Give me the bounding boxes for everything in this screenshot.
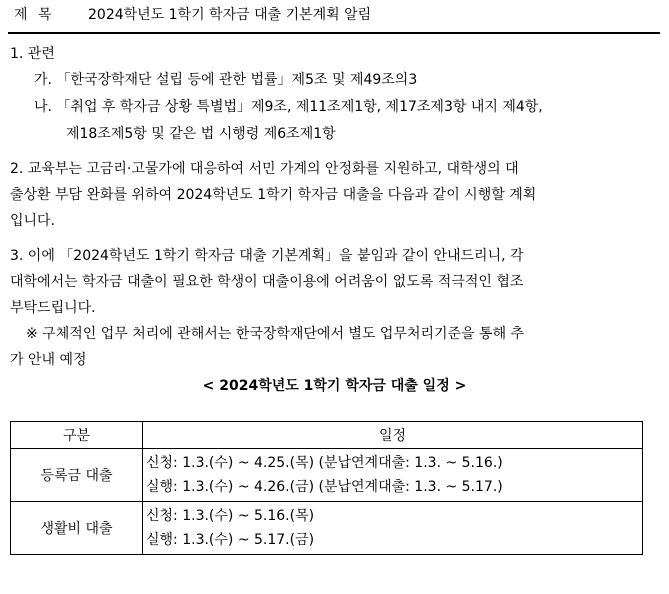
table-row — [11, 502, 643, 555]
document-title-bar — [8, 0, 660, 34]
schedule-header-row — [11, 422, 643, 449]
note-line-2: 가 안내 예정 — [10, 352, 87, 368]
schedule-line: 실행: 1.3.(수) ~ 4.26.(금) (분납연계대출: 1.3. ~ 5.17.) — [146, 479, 503, 495]
title-label: 제 목 — [14, 7, 55, 23]
section-3-line-2: 대학에서는 학자금 대출이 필요한 학생이 대출이용에 어려움이 없도록 적극적인 협조 — [10, 274, 524, 290]
document-title: 2024학년도 1학기 학자금 대출 기본계획 알림 — [88, 7, 372, 23]
section-1-heading: 1. 관련 — [10, 46, 55, 62]
row-schedule — [143, 449, 643, 502]
header-schedule: 일정 — [143, 422, 643, 449]
reference-na-continued: 제18조제5항 및 같은 법 시행령 제6조제1항 — [66, 126, 336, 142]
row-category: 생활비 대출 — [11, 502, 143, 555]
schedule-line: 신청: 1.3.(수) ~ 5.16.(목) — [146, 508, 315, 524]
reference-ga: 가. 「한국장학재단 설립 등에 관한 법률」제5조 및 제49조의3 — [34, 72, 418, 88]
row-category: 등록금 대출 — [11, 449, 143, 502]
reference-na: 나. 「취업 후 학자금 상황 특별법」제9조, 제11조제1항, 제17조제3항 내지 제4항, — [34, 99, 543, 115]
section-2-line-2: 출상환 부담 완화를 위하여 2024학년도 1학기 학자금 대출을 다음과 같이 시행할 계획 — [10, 187, 537, 203]
note-line-1: ※ 구체적인 업무 처리에 관해서는 한국장학재단에서 별도 업무처리기준을 통해 추 — [26, 326, 525, 342]
section-2-line-1: 2. 교육부는 고금리·고물가에 대응하여 서민 가계의 안정화를 지원하고, 대학생의 대 — [10, 161, 519, 177]
section-3-line-3: 부탁드립니다. — [10, 300, 96, 316]
section-2-line-3: 입니다. — [10, 213, 56, 229]
schedule-line: 실행: 1.3.(수) ~ 5.17.(금) — [146, 532, 315, 548]
table-row — [11, 449, 643, 502]
section-3-line-1: 3. 이에 「2024학년도 1학기 학자금 대출 기본계획」을 붙임과 같이 안내드리니, 각 — [10, 248, 524, 264]
row-schedule — [143, 502, 643, 555]
schedule-table — [10, 421, 643, 555]
schedule-heading: < 2024학년도 1학기 학자금 대출 일정 > — [202, 378, 467, 394]
schedule-line: 신청: 1.3.(수) ~ 4.25.(목) (분납연계대출: 1.3. ~ 5.16.) — [146, 455, 503, 471]
header-category: 구분 — [11, 422, 143, 449]
